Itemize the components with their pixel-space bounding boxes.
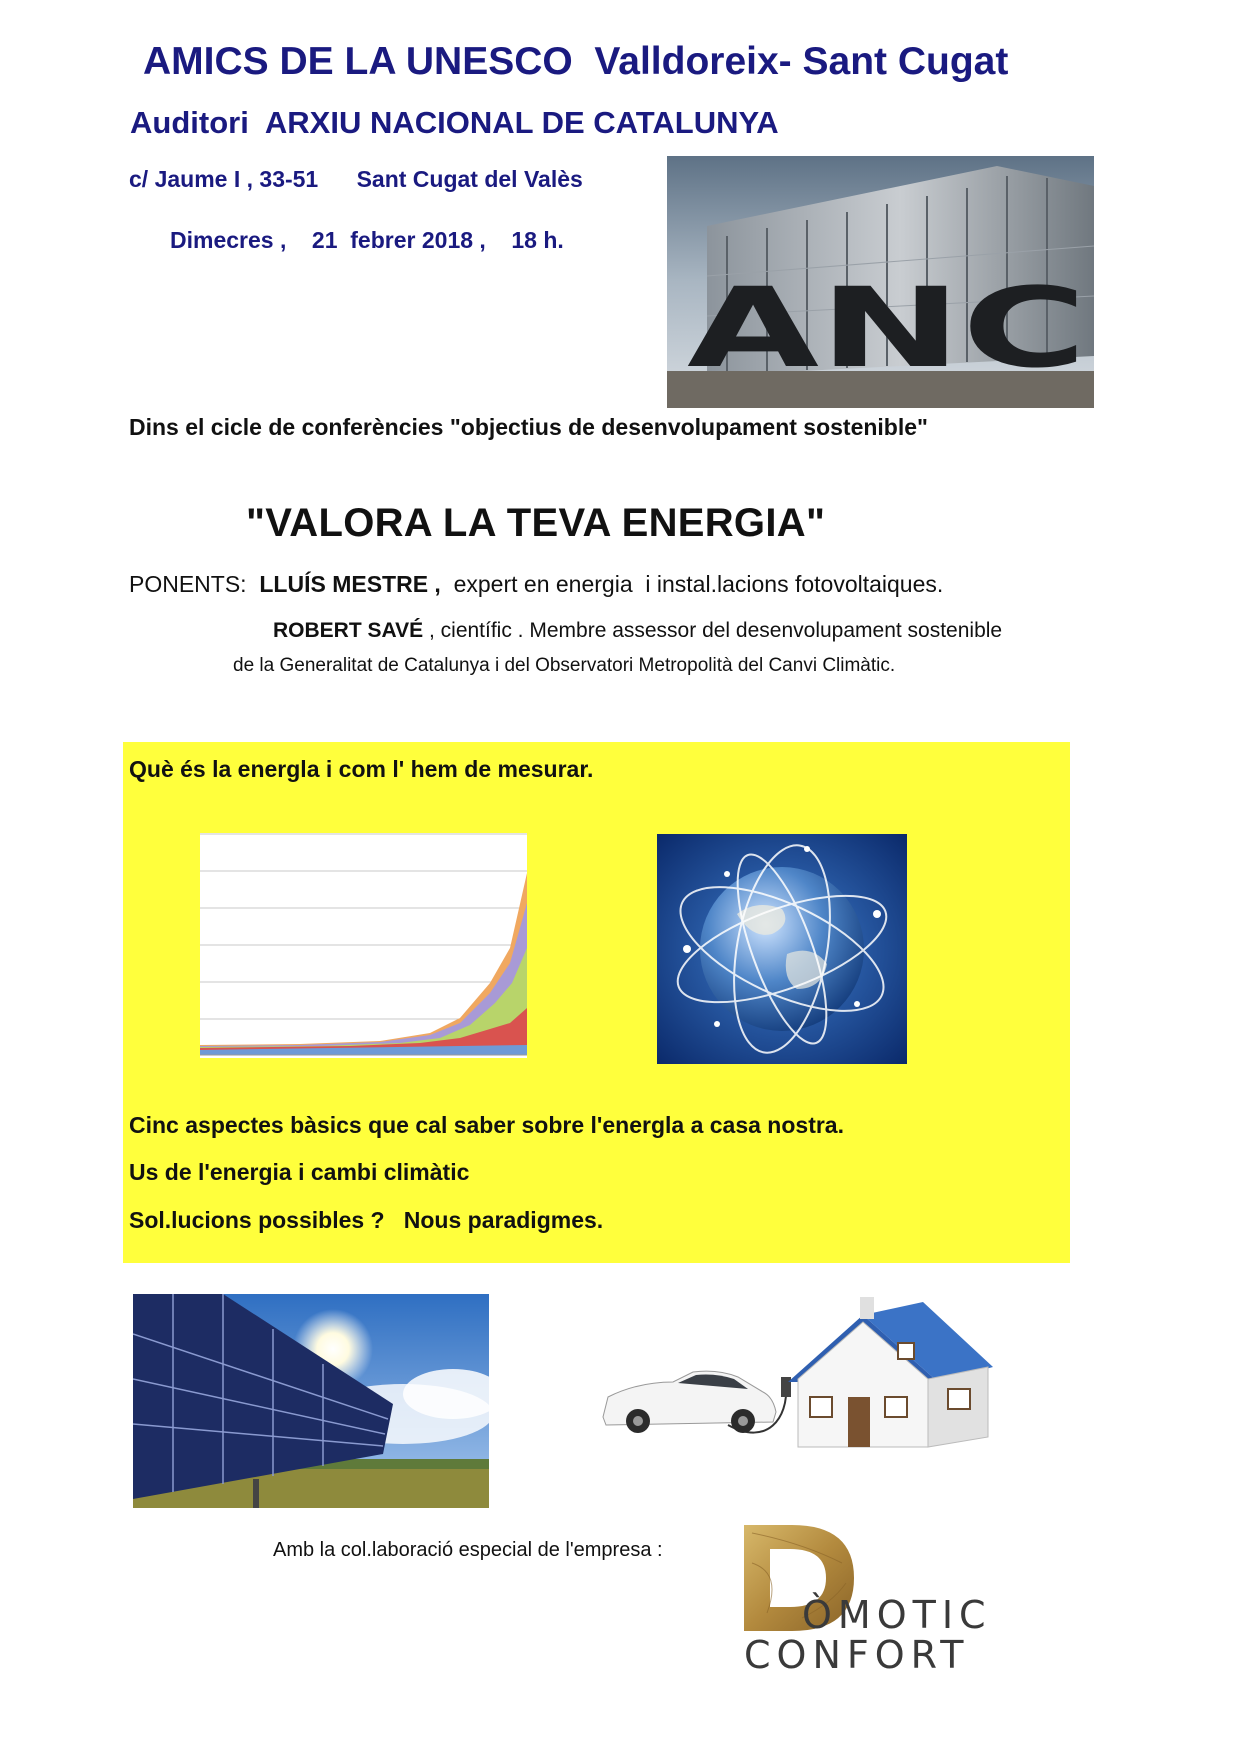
- logo-line-2: CONFORT: [744, 1633, 970, 1675]
- electric-car-house-image: [598, 1297, 1010, 1457]
- speaker-1: [129, 571, 943, 598]
- speaker-2-name: ROBERT SAVÉ: [273, 619, 424, 642]
- domotic-confort-logo: [742, 1523, 1068, 1675]
- talk-title: "VALORA LA TEVA ENERGIA": [246, 501, 826, 545]
- building-sign-text: ANC: [687, 264, 1087, 392]
- building-photo: [667, 156, 1094, 408]
- address: c/ Jaume I , 33-51 Sant Cugat del Valès: [129, 166, 583, 192]
- conference-cycle: Dins el cicle de conferències "objectius de desenvolupament sostenible": [129, 414, 928, 440]
- speaker-2: [273, 619, 1002, 643]
- ponents-label: PONENTS:: [129, 571, 247, 597]
- speaker-1-desc: expert en energia i instal.lacions fotovoltaiques.: [453, 571, 944, 597]
- topic-2: Cinc aspectes bàsics que cal saber sobre l'energla a casa nostra.: [129, 1112, 844, 1138]
- solar-panel-photo: [133, 1294, 489, 1508]
- event-date: Dimecres , 21 febrer 2018 , 18 h.: [170, 227, 564, 253]
- collaboration-text: Amb la col.laboració especial de l'empresa :: [273, 1539, 663, 1561]
- organization-title: AMICS DE LA UNESCO Valldoreix- Sant Cugat: [143, 40, 1009, 83]
- venue-title: Auditori ARXIU NACIONAL DE CATALUNYA: [130, 105, 779, 140]
- speaker-1-name: LLUÍS MESTRE ,: [259, 571, 441, 597]
- speaker-2-desc: , científic . Membre assessor del desenvolupament sostenible: [428, 619, 1003, 642]
- globe-image: [657, 834, 907, 1064]
- topic-4: Sol.lucions possibles ? Nous paradigmes.: [129, 1207, 604, 1233]
- topic-1: Què és la energla i com l' hem de mesurar.: [129, 756, 594, 782]
- energy-chart: [200, 833, 527, 1058]
- topic-3: Us de l'energia i cambi climàtic: [129, 1159, 470, 1185]
- speaker-2-desc-line2: de la Generalitat de Catalunya i del Observatori Metropolità del Canvi Climàtic.: [233, 655, 896, 676]
- logo-line-1: ÒMOTIC: [802, 1593, 992, 1637]
